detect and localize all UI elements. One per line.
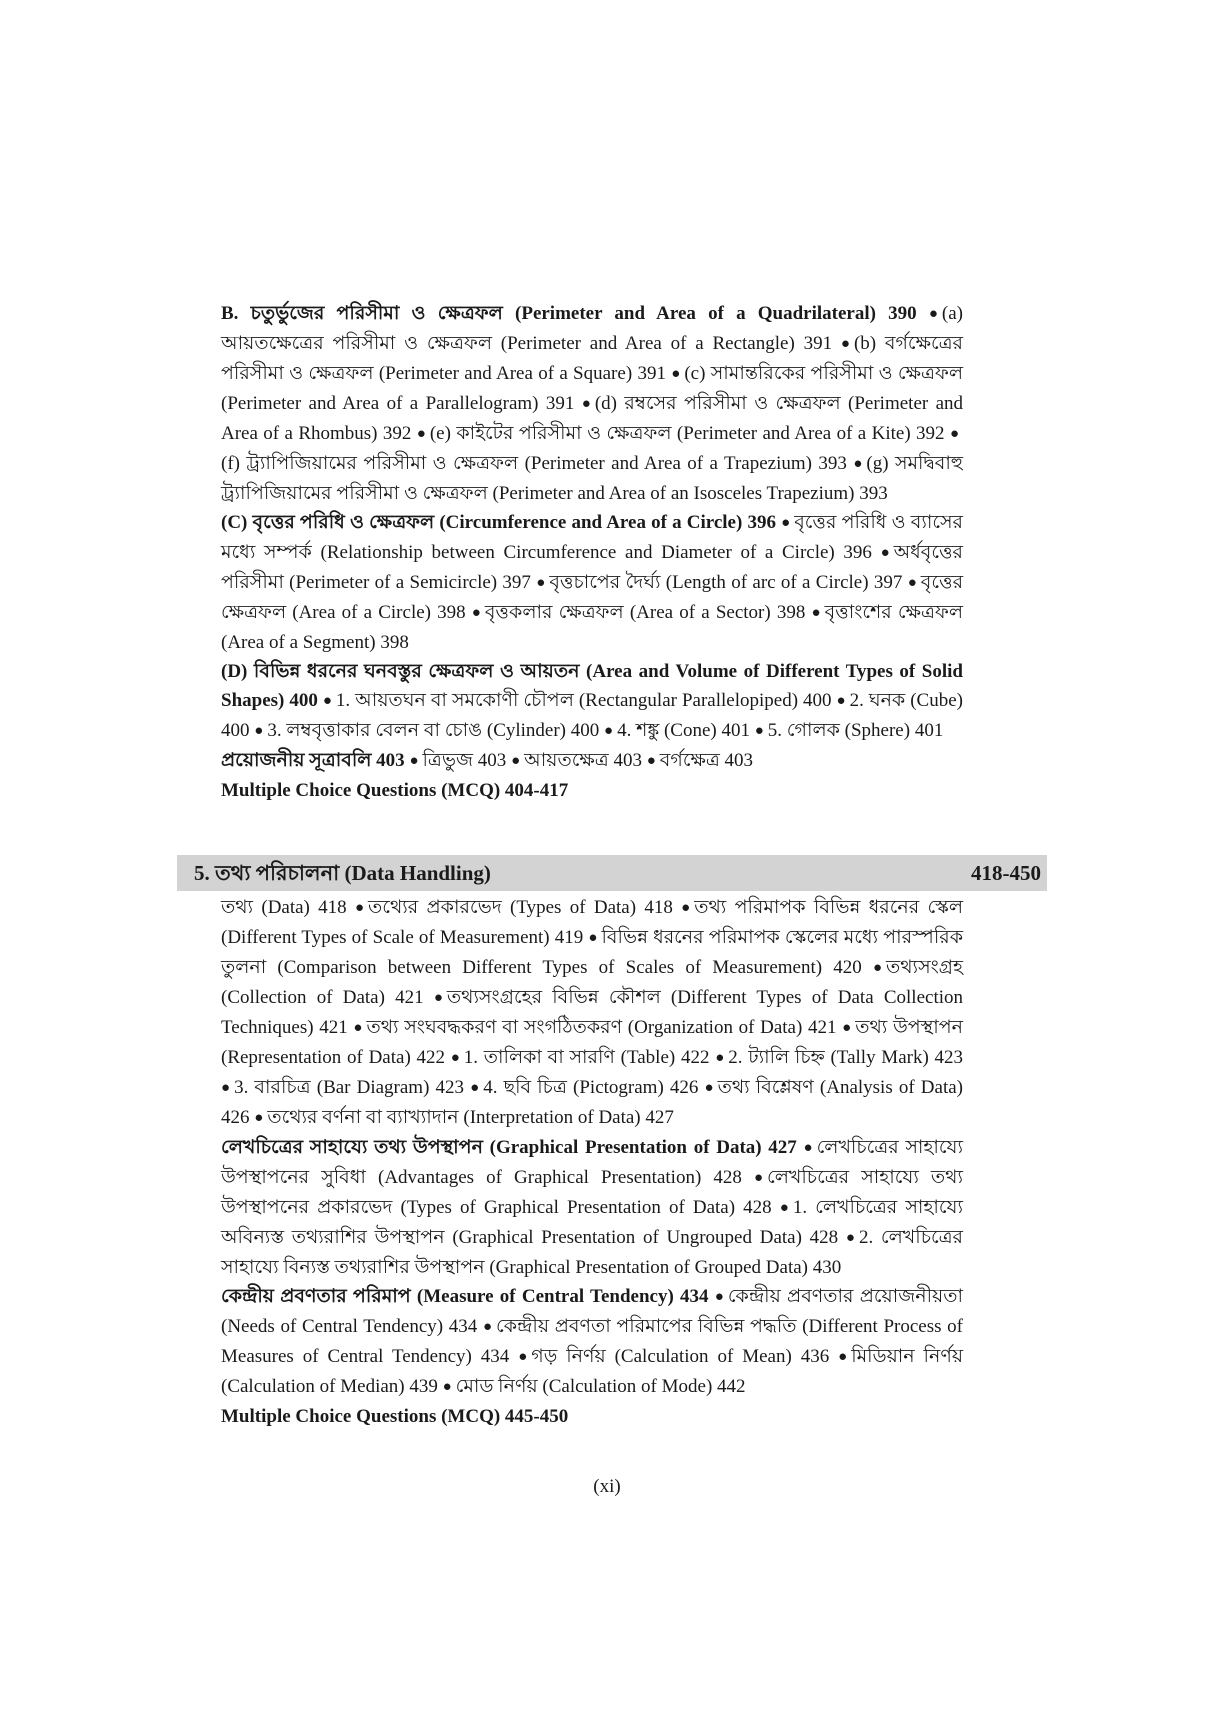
toc-entry: ● কেন্দ্রীয় প্রবণতা পরিমাপের বিভিন্ন পদ্ধতি (Different Process of Measures of Central Tendency) 434 xyxy=(221,1316,963,1367)
toc-lower-block xyxy=(221,893,963,1431)
bullet-icon: ● xyxy=(353,1020,363,1036)
bullet-icon: ● xyxy=(511,753,521,769)
toc-entry: ● 4. শঙ্কু (Cone) 401 xyxy=(604,720,750,741)
toc-entry: ● বৃত্তাংশের ক্ষেত্রফল (Area of a Segment) 398 xyxy=(221,602,963,653)
bullet-icon: ● xyxy=(803,1140,813,1156)
toc-entry: ● লেখচিত্রের সাহায্যে উপস্থাপনের সুবিধা (Advantages of Graphical Presentation) 428 xyxy=(221,1137,963,1188)
toc-entry: ● (a) আয়তক্ষেত্রের পরিসীমা ও ক্ষেত্রফল (Perimeter and Area of a Rectangle) 391 xyxy=(221,303,963,354)
bullet-icon: ● xyxy=(836,693,846,709)
toc-entry: ● (e) কাইটের পরিসীমা ও ক্ষেত্রফল (Perimeter and Area of a Kite) 392 xyxy=(417,423,945,444)
toc-entry: ● বৃত্তকলার ক্ষেত্রফল (Area of a Sector) 398 xyxy=(472,602,806,623)
toc-entry: ● বৃত্তের পরিধি ও ব্যাসের মধ্যে সম্পর্ক (Relationship between Circumference and Diameter of a Circle) 396 xyxy=(221,512,963,563)
bullet-icon: ● xyxy=(482,1319,493,1335)
bullet-icon: ● xyxy=(928,306,938,322)
bullet-icon: ● xyxy=(221,1080,231,1096)
bullet-icon: ● xyxy=(853,456,863,472)
section-b xyxy=(221,299,963,508)
toc-entry: ● 5. গোলক (Sphere) 401 xyxy=(755,720,944,741)
section-c xyxy=(221,508,963,657)
bullet-icon: ● xyxy=(354,900,365,916)
toc-entry: ● 3. লম্ববৃত্তাকার বেলন বা চোঙ (Cylinder) 400 xyxy=(254,720,599,741)
bullet-icon: ● xyxy=(704,1080,714,1096)
toc-entry: ● 2. ঘনক (Cube) 400 xyxy=(221,690,963,741)
toc-entry: ● তথ্যসংগ্রহের বিভিন্ন কৌশল (Different Types of Data Collection Techniques) 421 xyxy=(221,987,963,1038)
bullet-icon: ● xyxy=(715,1050,725,1066)
bullet-icon: ● xyxy=(907,575,917,591)
bullet-icon: ● xyxy=(872,960,882,976)
toc-entry: তথ্য (Data) 418 xyxy=(221,897,347,918)
toc-entry: ● 1. আয়তঘন বা সমকোণী চৌপল (Rectangular Parallelopiped) 400 xyxy=(323,690,832,711)
chapter-5-bar xyxy=(177,855,1047,891)
bullet-icon: ● xyxy=(518,1349,528,1365)
central-tendency-heading: কেন্দ্রীয় প্রবণতার পরিমাপ (Measure of Central Tendency) 434 xyxy=(221,1286,709,1307)
data-intro xyxy=(221,893,963,1133)
graphical-section xyxy=(221,1133,963,1282)
formulas xyxy=(221,746,963,776)
bullet-icon: ● xyxy=(811,605,821,621)
page-number: (xi) xyxy=(593,1476,621,1497)
toc-entry: ● মোড নির্ণয় (Calculation of Mode) 442 xyxy=(443,1376,746,1397)
bullet-icon: ● xyxy=(714,1289,724,1305)
toc-entry: ● তথ্যের প্রকারভেদ (Types of Data) 418 xyxy=(355,897,673,918)
bullet-icon: ● xyxy=(681,900,691,916)
toc-entry: ● (c) সামান্তরিকের পরিসীমা ও ক্ষেত্রফল (Perimeter and Area of a Parallelogram) 391 xyxy=(221,363,963,414)
bullet-icon: ● xyxy=(838,1349,848,1365)
toc-entry: ● মিডিয়ান নির্ণয় (Calculation of Median) 439 xyxy=(221,1346,963,1397)
toc-entry: ● তথ্য বিশ্লেষণ (Analysis of Data) 426 xyxy=(221,1077,963,1128)
toc-entry: ● 3. বারচিত্র (Bar Diagram) 423 xyxy=(221,1077,464,1098)
bullet-icon: ● xyxy=(604,723,614,739)
toc-entry: ● (g) সমদ্বিবাহু ট্র্যাপিজিয়ামের পরিসীমা ও ক্ষেত্রফল (Perimeter and Area of an Isosceles Trapezium) 393 xyxy=(221,453,963,504)
toc-entry: ● বিভিন্ন ধরনের পরিমাপক স্কেলের মধ্যে পারস্পরিক তুলনা (Comparison between Different Types of Scales of Measurement) 420 xyxy=(221,927,963,978)
toc-entry: ● তথ্য সংঘবদ্ধকরণ বা সংগঠিতকরণ (Organization of Data) 421 xyxy=(353,1017,836,1038)
bullet-icon: ● xyxy=(433,990,443,1006)
toc-entry: ● (d) রম্বসের পরিসীমা ও ক্ষেত্রফল (Perimeter and Area of a Rhombus) 392 xyxy=(221,393,963,444)
toc-entry: ●(f) ট্র্যাপিজিয়ামের পরিসীমা ও ক্ষেত্রফল (Perimeter and Area of a Trapezium) 393 xyxy=(221,423,963,474)
bullet-icon: ● xyxy=(442,1379,452,1395)
toc-entry: ● 1. লেখচিত্রের সাহায্যে অবিন্যস্ত তথ্যরাশির উপস্থাপন (Graphical Presentation of Ungrouped Data) 428 xyxy=(221,1197,963,1248)
toc-entry: ● তথ্য পরিমাপক বিভিন্ন ধরনের স্কেল (Different Types of Scale of Measurement) 419 xyxy=(221,897,963,948)
bullet-icon: ● xyxy=(470,1080,480,1096)
toc-entry: ● বর্গক্ষেত্র 403 xyxy=(647,750,753,771)
toc-entry: ● 2. ট্যালি চিহ্ন (Tally Mark) 423 xyxy=(715,1047,963,1068)
bullet-icon: ● xyxy=(646,753,656,769)
bullet-icon: ● xyxy=(754,723,764,739)
bullet-icon: ● xyxy=(753,1170,764,1186)
bullet-icon: ● xyxy=(588,930,598,946)
toc-entry: ● তথ্যসংগ্রহ (Collection of Data) 421 xyxy=(221,957,963,1008)
toc-entry: ● 2. লেখচিত্রের সাহায্যে বিন্যস্ত তথ্যরাশির উপস্থাপন (Graphical Presentation of Grouped Data) 430 xyxy=(221,1227,963,1278)
bullet-icon: ● xyxy=(949,426,959,442)
toc-entry: ● (b) বর্গক্ষেত্রের পরিসীমা ও ক্ষেত্রফল (Perimeter and Area of a Square) 391 xyxy=(221,333,963,384)
chapter-5-pages: 418-450 xyxy=(971,861,1041,885)
bullet-icon: ● xyxy=(416,426,426,442)
section-d-heading: (D) বিভিন্ন ধরনের ঘনবস্তুর ক্ষেত্রফল ও আয়তন (Area and Volume of Different Types of Solid Shapes) 400 xyxy=(221,661,963,711)
bullet-icon: ● xyxy=(842,1020,852,1036)
formulas-heading: প্রয়োজনীয় সূত্রাবলি 403 xyxy=(221,750,405,771)
section-d xyxy=(221,657,963,746)
bullet-icon: ● xyxy=(779,1200,789,1216)
bullet-icon: ● xyxy=(322,693,332,709)
bullet-icon: ● xyxy=(409,753,419,769)
toc-upper-block xyxy=(221,299,963,805)
bullet-icon: ● xyxy=(840,336,850,352)
bullet-icon: ● xyxy=(254,723,264,739)
bullet-icon: ● xyxy=(581,396,591,412)
mcq-line: Multiple Choice Questions (MCQ) 404-417 xyxy=(221,780,569,801)
toc-entry: ● বৃত্তচাপের দৈর্ঘ্য (Length of arc of a Circle) 397 xyxy=(536,572,902,593)
bullet-icon: ● xyxy=(671,366,681,382)
toc-entry: ● আয়তক্ষেত্র 403 xyxy=(511,750,642,771)
chapter-5-title: 5. তথ্য পরিচালনা (Data Handling) xyxy=(194,861,491,885)
toc-entry: ● কেন্দ্রীয় প্রবণতার প্রয়োজনীয়তা (Needs of Central Tendency) 434 xyxy=(221,1286,963,1337)
section-c-heading: (C) বৃত্তের পরিধি ও ক্ষেত্রফল (Circumference and Area of a Circle) 396 xyxy=(221,512,776,533)
graphical-heading: লেখচিত্রের সাহায্যে তথ্য উপস্থাপন (Graphical Presentation of Data) 427 xyxy=(221,1137,797,1158)
toc-entry: ● অর্ধবৃত্তের পরিসীমা (Perimeter of a Semicircle) 397 xyxy=(221,542,963,593)
bullet-icon: ● xyxy=(450,1050,460,1066)
toc-entry: ● বৃত্তের ক্ষেত্রফল (Area of a Circle) 398 xyxy=(221,572,963,623)
toc-entry: ● গড় নির্ণয় (Calculation of Mean) 436 xyxy=(518,1346,829,1367)
bullet-icon: ● xyxy=(471,605,481,621)
section-b-heading: B. চতুর্ভুজের পরিসীমা ও ক্ষেত্রফল (Perimeter and Area of a Quadrilateral) 390 xyxy=(221,303,917,324)
toc-entry: ● লেখচিত্রের সাহায্যে তথ্য উপস্থাপনের প্রকারভেদ (Types of Graphical Presentation of Data) 428 xyxy=(221,1167,963,1218)
toc-entry: ● 1. তালিকা বা সারণি (Table) 422 xyxy=(451,1047,710,1068)
toc-entry: ● তথ্যের বর্ণনা বা ব্যাখ্যাদান (Interpretation of Data) 427 xyxy=(254,1107,674,1128)
bullet-icon: ● xyxy=(781,515,791,531)
mcq-line: Multiple Choice Questions (MCQ) 445-450 xyxy=(221,1406,569,1427)
bullet-icon: ● xyxy=(880,545,890,561)
toc-entry: ● তথ্য উপস্থাপন (Representation of Data) 422 xyxy=(221,1017,963,1068)
bullet-icon: ● xyxy=(254,1110,264,1126)
bullet-icon: ● xyxy=(536,575,546,591)
central-tendency-section xyxy=(221,1282,963,1402)
toc-entry: ● 4. ছবি চিত্র (Pictogram) 426 xyxy=(470,1077,698,1098)
bullet-icon: ● xyxy=(845,1230,855,1246)
toc-entry: ● ত্রিভুজ 403 xyxy=(409,750,506,771)
